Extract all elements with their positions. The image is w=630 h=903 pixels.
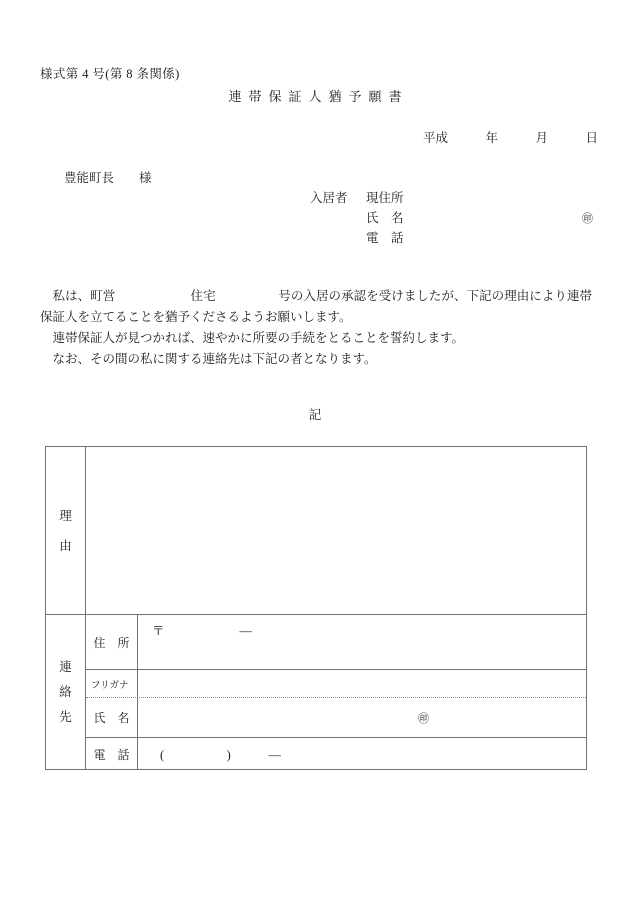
- body-paragraph-2: 連帯保証人が見つかれば、速やかに所要の手続をとることを誓約します。: [40, 331, 465, 345]
- applicant-label-tel: 電 話: [366, 231, 404, 245]
- table-row-contact: [46, 615, 586, 770]
- reason-input-area[interactable]: [86, 447, 586, 614]
- seal-icon-name: ㊞: [582, 213, 593, 225]
- contact-row-tel: [86, 738, 586, 770]
- applicant-tag: 入居者: [310, 191, 348, 205]
- seal-icon-contact-name: ㊞: [418, 712, 429, 725]
- applicant-row-address: [310, 188, 593, 208]
- reason-label-char-2: 由: [59, 538, 72, 553]
- contact-label-address: 住 所: [86, 615, 138, 669]
- applicant-label-address: 現住所: [366, 191, 404, 205]
- addressee: 豊能町長 様: [64, 171, 152, 185]
- contact-label-char-3: 先: [59, 710, 72, 724]
- reason-label-cell: [46, 447, 86, 614]
- applicant-block: [310, 188, 593, 248]
- contact-input-furigana[interactable]: [138, 670, 586, 697]
- telephone-number-line: ( ) ―: [160, 748, 281, 762]
- contact-subrows: [86, 615, 586, 770]
- reason-label-char-1: 理: [59, 508, 72, 523]
- contact-row-furigana: [86, 670, 586, 698]
- contact-input-address[interactable]: [138, 615, 586, 669]
- form-table: [45, 446, 587, 770]
- contact-label-furigana: フリガナ: [86, 670, 138, 697]
- contact-label-char-2: 絡: [59, 685, 72, 699]
- body-text: [40, 286, 592, 370]
- document-title: 連帯保証人猶予願書: [228, 89, 409, 104]
- contact-row-address: [86, 615, 586, 670]
- applicant-label-name: 氏 名: [366, 211, 404, 225]
- form-code: 様式第 4 号(第 8 条関係): [40, 67, 180, 81]
- table-row-reason: [46, 447, 586, 615]
- contact-input-tel[interactable]: [138, 738, 586, 770]
- body-paragraph-1: 私は、町営 住宅 号の入居の承認を受けましたが、下記の理由により連帯保証人を立てることを猶予くださるようお願いします。: [40, 289, 592, 324]
- ki-mark: 記: [308, 408, 322, 422]
- contact-label-name: 氏 名: [86, 698, 138, 737]
- contact-row-name: [86, 698, 586, 738]
- contact-label-tel: 電 話: [86, 738, 138, 770]
- postal-code-line: 〒 ―: [152, 624, 253, 638]
- body-paragraph-3: なお、その間の私に関する連絡先は下記の者となります。: [40, 352, 377, 366]
- applicant-row-name: [310, 208, 593, 228]
- date-line: 平成 年 月 日: [422, 131, 598, 145]
- applicant-row-tel: [310, 228, 593, 248]
- contact-input-name[interactable]: [138, 698, 586, 737]
- contact-label-char-1: 連: [59, 660, 72, 674]
- contact-label-cell: [46, 615, 86, 770]
